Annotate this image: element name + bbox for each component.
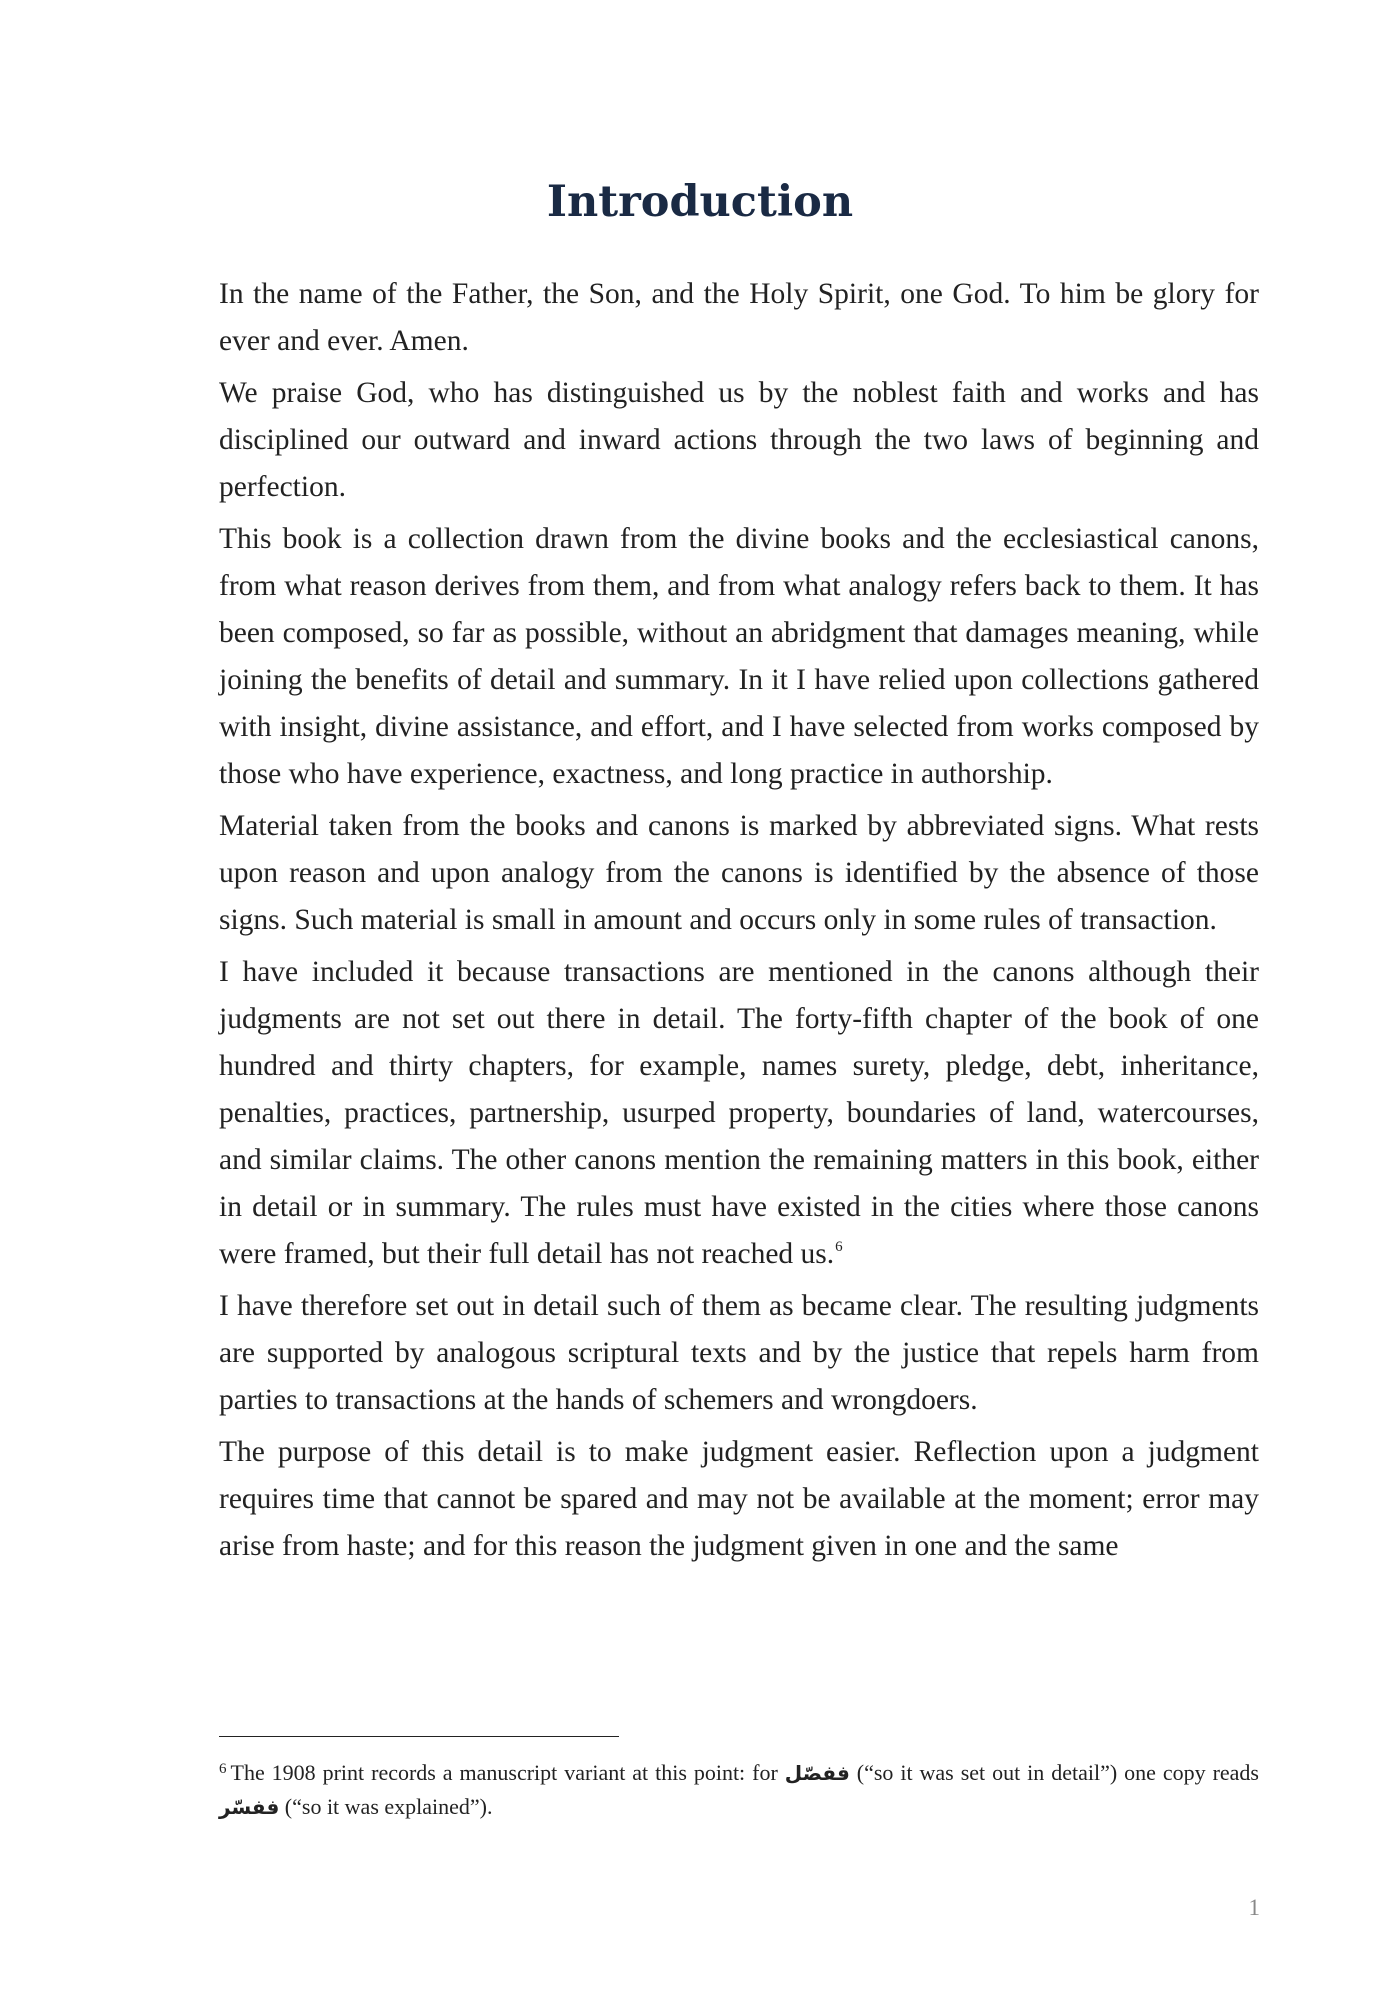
paragraph-transactions <box>219 949 1259 1278</box>
paragraph-signs: Material taken from the books and canons is marked by abbreviated signs. What rests upon reason and upon analogy from the canons is identified by the absence of those signs. Such material is small in amount and occurs only in some rules of transaction. <box>219 810 1259 936</box>
body-text <box>219 271 1259 1575</box>
footnote-separator <box>219 1736 619 1737</box>
paragraph-collection: This book is a collection drawn from the divine books and the ecclesiastical canons, from what reason derives from them, and from what analogy refers back to them. It has been composed, so far as possible, without an abridgment that damages meaning, while joining the benefits of detail and summary. In it I have relied upon collections gathered with insight, divine assistance, and effort, and I have selected from works composed by those who have experience, exactness, and long practice in authorship. <box>219 523 1259 790</box>
paragraph-praise: We praise God, who has distinguished us by the noblest faith and works and has disciplined our outward and inward actions through the two laws of beginning and perfection. <box>219 377 1259 503</box>
footnote-arabic-2: ففسّر <box>219 1795 280 1819</box>
paragraph-purpose: The purpose of this detail is to make judgment easier. Reflection upon a judgment requires time that cannot be spared and may not be available at the moment; error may arise from haste; and for this reason the judgment given in one and the same <box>219 1436 1259 1562</box>
footnote-text-1: The 1908 print records a manuscript variant at this point: for <box>230 1760 778 1785</box>
footnote-number: 6 <box>219 1761 227 1777</box>
footnote-text-3: (“so it was explained”). <box>284 1794 493 1819</box>
paragraph-transactions-text: I have included it because transactions are mentioned in the canons although their judgments are not set out there in detail. The forty-fifth chapter of the book of one hundred and thirty chapters, for example, names surety, pledge, debt, inheritance, penalties, practices, partnership, usurped property, boundaries of land, watercourses, and similar claims. The other canons mention the remaining matters in this book, either in detail or in summary. The rules must have existed in the cities where those canons were framed, but their full detail has not reached us. <box>219 956 1259 1270</box>
paragraph-detail: I have therefore set out in detail such of them as became clear. The resulting judgments are supported by analogous scriptural texts and by the justice that repels harm from parties to transactions at the hands of schemers and wrongdoers. <box>219 1290 1259 1416</box>
page-number: 1 <box>1248 1895 1260 1920</box>
footnote <box>219 1756 1259 1824</box>
footnote-text-2: (“so it was set out in detail”) one copy reads <box>856 1760 1259 1785</box>
page-title: Introduction <box>546 177 854 227</box>
footnote-reference[interactable]: 6 <box>835 1239 843 1255</box>
paragraph-invocation: In the name of the Father, the Son, and the Holy Spirit, one God. To him be glory for ever and ever. Amen. <box>219 278 1259 357</box>
footnote-arabic-1: ففصّل <box>784 1761 850 1785</box>
